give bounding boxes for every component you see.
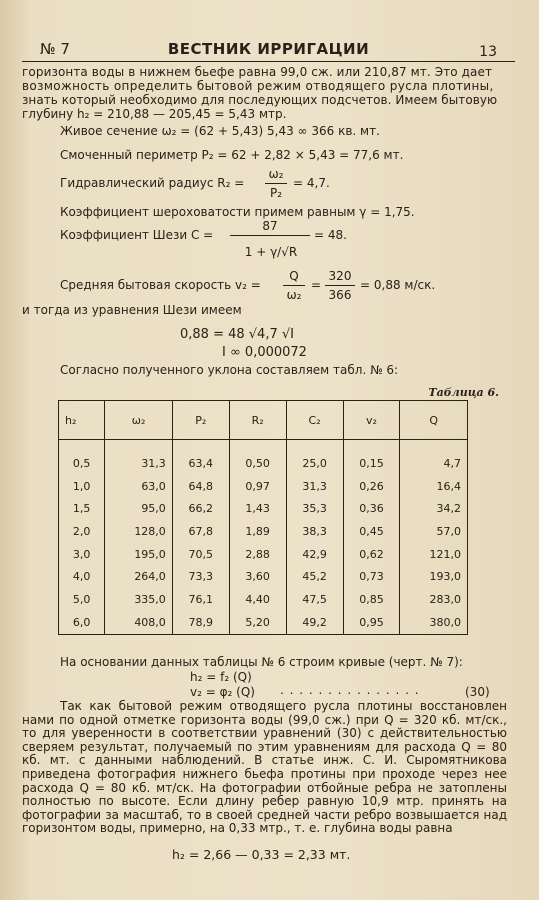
fraction-bar	[265, 183, 287, 184]
table-row	[59, 475, 468, 498]
table-cell: 4,40	[229, 588, 286, 611]
table-cell: 0,73	[343, 565, 400, 588]
table-cell: 95,0	[105, 497, 173, 520]
formula-radius-numerator: ω₂	[268, 167, 284, 181]
column-header: h₂	[59, 401, 105, 440]
table-cell: 2,88	[229, 543, 286, 566]
text-line: Коэффициент шероховатости примем равным γ = 1,75.	[60, 205, 415, 219]
column-header: v₂	[343, 401, 400, 440]
table-cell: 78,9	[172, 611, 229, 634]
formula-velocity-denominator-value: 366	[328, 288, 352, 302]
table-row	[59, 588, 468, 611]
table-cell: 4,7	[400, 452, 468, 475]
table-cell: 4,0	[59, 565, 105, 588]
table-cell: 2,0	[59, 520, 105, 543]
table-spacer	[59, 440, 468, 453]
text-line: глубину h₂ = 210,88 — 205,45 = 5,43 мтр.	[22, 107, 287, 121]
table-cell: 0,97	[229, 475, 286, 498]
table-cell: 5,0	[59, 588, 105, 611]
table-cell: 66,2	[172, 497, 229, 520]
table-cell: 380,0	[400, 611, 468, 634]
table-cell: 1,5	[59, 497, 105, 520]
table-cell: 35,3	[286, 497, 343, 520]
table-cell: 0,45	[343, 520, 400, 543]
table-cell: 193,0	[400, 565, 468, 588]
equation-depth: h₂ = f₂ (Q)	[190, 670, 252, 684]
formula-radius-result: = 4,7.	[293, 176, 330, 190]
table-cell: 283,0	[400, 588, 468, 611]
equation-number: (30)	[465, 685, 490, 699]
issue-number: № 7	[40, 40, 70, 58]
table-row	[59, 497, 468, 520]
text-line: На основании данных таблицы № 6 строим кривые (черт. № 7):	[60, 655, 463, 669]
table-cell: 63,4	[172, 452, 229, 475]
table-cell: 47,5	[286, 588, 343, 611]
table-cell: 73,3	[172, 565, 229, 588]
table-cell: 31,3	[286, 475, 343, 498]
formula-shezi-numerator: 87	[262, 219, 278, 233]
text-line: знать который необходимо для последующих подсчетов. Имеем бытовую	[22, 93, 498, 107]
table-cell: 67,8	[172, 520, 229, 543]
table-cell: 0,26	[343, 475, 400, 498]
final-equation: h₂ = 2,66 — 0,33 = 2,33 мт.	[172, 847, 351, 862]
table-caption: Таблица 6.	[428, 386, 499, 399]
table-cell: 0,36	[343, 497, 400, 520]
leader-dots: . . . . . . . . . . . . . . .	[280, 683, 420, 697]
header-rule	[22, 61, 515, 62]
formula-velocity-label: Средняя бытовая скорость v₂ =	[60, 278, 261, 292]
table-cell: 25,0	[286, 452, 343, 475]
table-cell: 408,0	[105, 611, 173, 634]
table-cell: 128,0	[105, 520, 173, 543]
text-line: возможность определить бытовой режим отводящего русла плотины,	[22, 79, 494, 93]
table-cell: 16,4	[400, 475, 468, 498]
table-cell: 0,50	[229, 452, 286, 475]
formula-velocity-numerator: Q	[289, 269, 299, 283]
table-row	[59, 520, 468, 543]
table-cell: 0,15	[343, 452, 400, 475]
equation-velocity: v₂ = φ₂ (Q)	[190, 685, 255, 699]
text-line: Согласно полученного уклона составляем табл. № 6:	[60, 363, 399, 377]
slope-result: I ∞ 0,000072	[222, 345, 307, 360]
table-cell: 76,1	[172, 588, 229, 611]
page-number: 13	[479, 44, 497, 60]
table-cell: 0,5	[59, 452, 105, 475]
table-header-row	[59, 401, 468, 440]
column-header: ω₂	[105, 401, 173, 440]
table-row	[59, 543, 468, 566]
formula-velocity-numerator-value: 320	[328, 269, 352, 283]
table-row	[59, 565, 468, 588]
column-header: Q	[400, 401, 468, 440]
table-cell: 0,62	[343, 543, 400, 566]
formula-velocity-equals: =	[311, 278, 322, 292]
table-row	[59, 611, 468, 634]
data-table	[58, 400, 468, 635]
table-cell: 3,0	[59, 543, 105, 566]
fraction-bar	[283, 285, 305, 286]
table-cell: 49,2	[286, 611, 343, 634]
table-cell: 0,95	[343, 611, 400, 634]
journal-title: ВЕСТНИК ИРРИГАЦИИ	[167, 40, 370, 58]
body-paragraph: Так как бытовой режим отводящего русла плотины восстановлен нами по одной отметке горизонта воды (99,0 сж.) при Q = 320 кб. мт/ск., то для уверенности в соответствии уравнений (30) с действительностью сверяем результат, получаемый по этим уравнениям для расхода Q = 80 кб. мт. с данными наблюдений. В статье инж. С. И. Сыромятникова приведена фотография нижнего бьефа протины при проходе через нее расхода Q = 80 кб. мт/ск. На фотографии отбойные ребра не затоплены полностью по высоте. Если длину ребер равную 10,9 мтр. принять на фотографии за масштаб, то в своей средней части ребро возвышается над горизонтом воды, примерно, на 0,33 мтр., т. е. глубина воды равна	[22, 699, 507, 836]
table-row	[59, 452, 468, 475]
text-line: и тогда из уравнения Шези имеем	[22, 303, 242, 317]
table-cell: 0,85	[343, 588, 400, 611]
chezy-equation: 0,88 = 48 √4,7 √I	[180, 327, 294, 342]
table-cell: 45,2	[286, 565, 343, 588]
table-cell: 121,0	[400, 543, 468, 566]
table-cell: 31,3	[105, 452, 173, 475]
table-cell: 38,3	[286, 520, 343, 543]
table-cell: 335,0	[105, 588, 173, 611]
column-header: C₂	[286, 401, 343, 440]
fraction-bar	[230, 235, 310, 236]
table-cell: 70,5	[172, 543, 229, 566]
table-cell: 63,0	[105, 475, 173, 498]
page-header	[40, 40, 497, 62]
fraction-bar	[325, 285, 355, 286]
table-cell: 6,0	[59, 611, 105, 634]
table-cell: 64,8	[172, 475, 229, 498]
table-cell: 1,89	[229, 520, 286, 543]
table-cell: 34,2	[400, 497, 468, 520]
formula-velocity-denominator: ω₂	[286, 288, 302, 302]
table-cell: 57,0	[400, 520, 468, 543]
column-header: R₂	[229, 401, 286, 440]
table-cell: 3,60	[229, 565, 286, 588]
table-cell: 264,0	[105, 565, 173, 588]
formula-radius-label: Гидравлический радиус R₂ =	[60, 176, 245, 190]
text-line: Смоченный периметр P₂ = 62 + 2,82 × 5,43 = 77,6 мт.	[60, 148, 404, 162]
table-cell: 195,0	[105, 543, 173, 566]
table-cell: 5,20	[229, 611, 286, 634]
table-cell: 1,0	[59, 475, 105, 498]
column-header: P₂	[172, 401, 229, 440]
text-line: горизонта воды в нижнем бьефе равна 99,0 сж. или 210,87 мт. Это дает	[22, 65, 493, 79]
formula-shezi-label: Коэффициент Шези C =	[60, 228, 214, 242]
text-line: Живое сечение ω₂ = (62 + 5,43) 5,43 ∞ 366 кв. мт.	[60, 124, 380, 138]
formula-radius-denominator: P₂	[269, 186, 283, 200]
table-cell: 42,9	[286, 543, 343, 566]
table-cell: 1,43	[229, 497, 286, 520]
formula-velocity-result: = 0,88 м/ск.	[360, 278, 436, 292]
formula-shezi-denominator: 1 + γ/√R	[244, 245, 298, 259]
formula-shezi-result: = 48.	[314, 228, 347, 242]
